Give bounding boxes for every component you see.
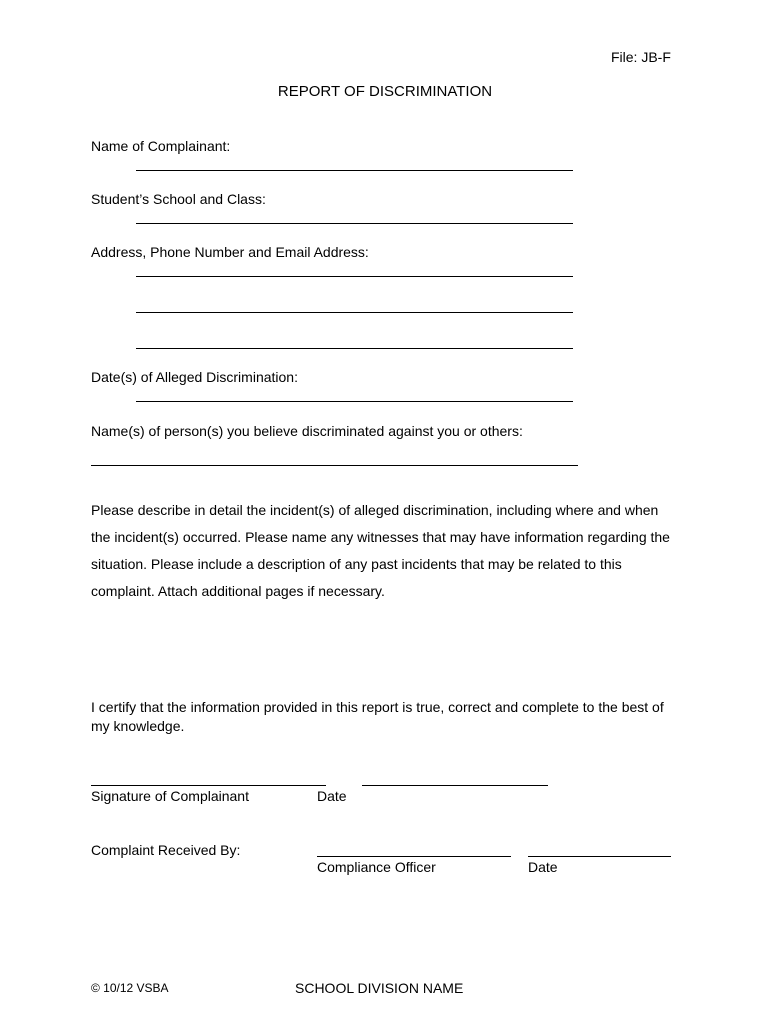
received-by-label: Complaint Received By:: [91, 842, 241, 858]
contact-line-1: [136, 276, 573, 277]
school-class-line: [136, 223, 573, 224]
complainant-name-label: Name of Complainant:: [91, 138, 231, 154]
school-class-label: Student’s School and Class:: [91, 191, 266, 207]
dates-input[interactable]: [136, 379, 573, 401]
complainant-signature-line: [91, 785, 326, 786]
instructions-paragraph: Please describe in detail the incident(s) of alleged discrimination, including where and when the incident(s) occurred. Please name any witnesses that may have information regarding the situation. Please include a description of any past incidents that may be related to this complaint. Attach additional pages if necessary.: [91, 502, 670, 599]
complainant-date-line: [362, 785, 548, 786]
certification-text: I certify that the information provided in this report is true, correct and complete to the best of my knowledge.: [91, 699, 664, 734]
complainant-signature-input[interactable]: [91, 763, 326, 785]
file-code: File: JB-F: [611, 49, 671, 65]
complainant-name-line: [136, 170, 573, 171]
complainant-signature-label: Signature of Complainant: [91, 788, 249, 804]
persons-label: Name(s) of person(s) you believe discriminated against you or others:: [91, 423, 523, 439]
compliance-officer-line: [317, 856, 511, 857]
officer-date-label: Date: [528, 859, 558, 875]
compliance-officer-input[interactable]: [317, 834, 511, 856]
school-division-name: SCHOOL DIVISION NAME: [295, 980, 464, 996]
complainant-date-label: Date: [317, 788, 347, 804]
persons-input[interactable]: [91, 443, 578, 465]
officer-date-input[interactable]: [528, 834, 671, 856]
complainant-date-input[interactable]: [362, 763, 548, 785]
contact-input-line-1[interactable]: [136, 254, 573, 276]
incident-description-area[interactable]: [91, 612, 681, 690]
compliance-officer-label: Compliance Officer: [317, 859, 436, 875]
contact-input-line-2[interactable]: [136, 290, 573, 312]
dates-line: [136, 401, 573, 402]
contact-line-3: [136, 348, 573, 349]
contact-line-2: [136, 312, 573, 313]
persons-line: [91, 465, 578, 466]
dates-label: Date(s) of Alleged Discrimination:: [91, 369, 298, 385]
complainant-name-input[interactable]: [136, 148, 573, 170]
officer-date-line: [528, 856, 671, 857]
contact-input-line-3[interactable]: [136, 326, 573, 348]
copyright-notice: © 10/12 VSBA: [91, 981, 169, 995]
school-class-input[interactable]: [136, 201, 573, 223]
contact-label: Address, Phone Number and Email Address:: [91, 244, 369, 260]
page-title: REPORT OF DISCRIMINATION: [277, 83, 493, 100]
